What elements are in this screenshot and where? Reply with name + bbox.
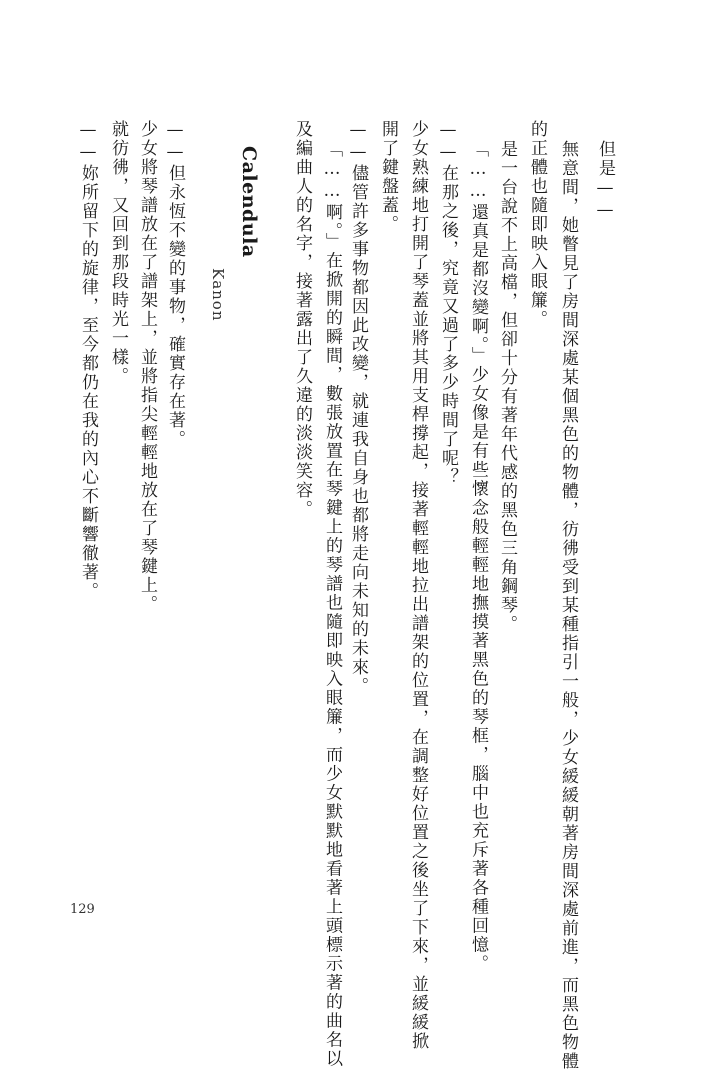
text-line: 少女熟練地打開了琴蓋並將其用支桿撐起，接著輕輕地拉出譜架的位置，在調整好位置之後坐了下來，並緩緩掀 bbox=[408, 120, 428, 1051]
story-title: Calendula bbox=[238, 146, 260, 258]
page-number: 129 bbox=[70, 902, 95, 917]
text-line: ——儘管許多事物都因此改變，就連我自身也都將走向未知的未來。 bbox=[348, 120, 368, 696]
text-line: 但是—— bbox=[595, 140, 615, 222]
text-line: 開了鍵盤蓋。 bbox=[378, 120, 398, 234]
story-author: Kanon bbox=[209, 268, 227, 322]
text-line: 少女將琴譜放在了譜架上，並將指尖輕輕地放在了琴鍵上。 bbox=[137, 120, 157, 614]
text-line: 「……啊。」在掀開的瞬間，數張放置在琴鍵上的琴譜也隨即映入眼簾，而少女默默地看著上頭標示著的曲名以 bbox=[322, 140, 342, 1069]
text-line: 就彷彿，又回到那段時光一樣。 bbox=[108, 120, 128, 386]
text-line: 「……還真是都沒變啊。」少女像是有些懷念般輕輕地撫摸著黑色的琴框，腦中也充斥著各種回憶。 bbox=[468, 140, 488, 974]
text-line: 無意間，她瞥見了房間深處某個黑色的物體，彷彿受到某種指引一般，少女緩緩朝著房間深處前進，而黑色物體 bbox=[558, 140, 578, 1071]
text-line: 是一台說不上高檔，但卻十分有著年代感的黑色三角鋼琴。 bbox=[497, 140, 517, 634]
text-line: ——但永恆不變的事物，確實存在著。 bbox=[165, 120, 185, 449]
text-line: 及編曲人的名字，接著露出了久違的淡淡笑容。 bbox=[292, 120, 312, 519]
text-line: ——在那之後，究竟又過了多少時間了呢？ bbox=[438, 120, 458, 487]
text-line: ——妳所留下的旋律，至今都仍在我的內心不斷響徹著。 bbox=[78, 120, 98, 601]
text-line: 的正體也隨即映入眼簾。 bbox=[527, 120, 547, 329]
